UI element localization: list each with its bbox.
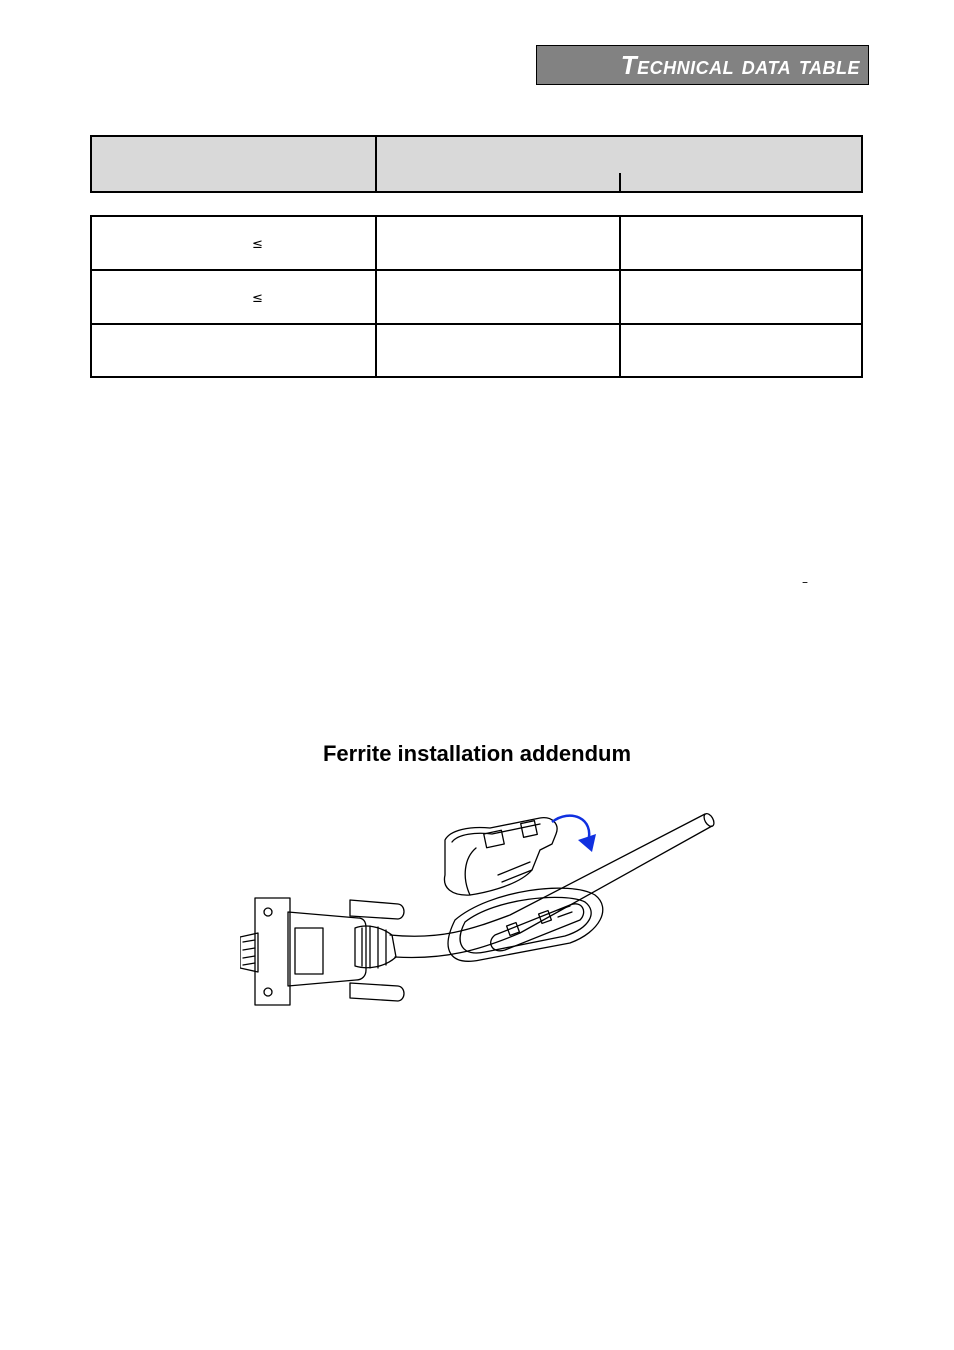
column-divider [619, 217, 621, 376]
table-row-2-symbol: ≤ [252, 291, 263, 306]
table-header [90, 135, 863, 193]
row-divider [92, 269, 861, 271]
section-header-title: Technical data table [620, 49, 860, 80]
row-divider [92, 323, 861, 325]
stray-mark: – [802, 575, 808, 589]
section-header [536, 45, 869, 85]
addendum-title: Ferrite installation addendum [322, 741, 632, 766]
ferrite-installation-illustration [240, 800, 720, 1015]
table-header-subdivider [619, 173, 621, 191]
column-divider [375, 217, 377, 376]
rotation-arrowhead [578, 834, 596, 852]
table-row-1-symbol: ≤ [252, 237, 263, 252]
data-table [90, 215, 863, 378]
table-header-divider [375, 137, 377, 191]
